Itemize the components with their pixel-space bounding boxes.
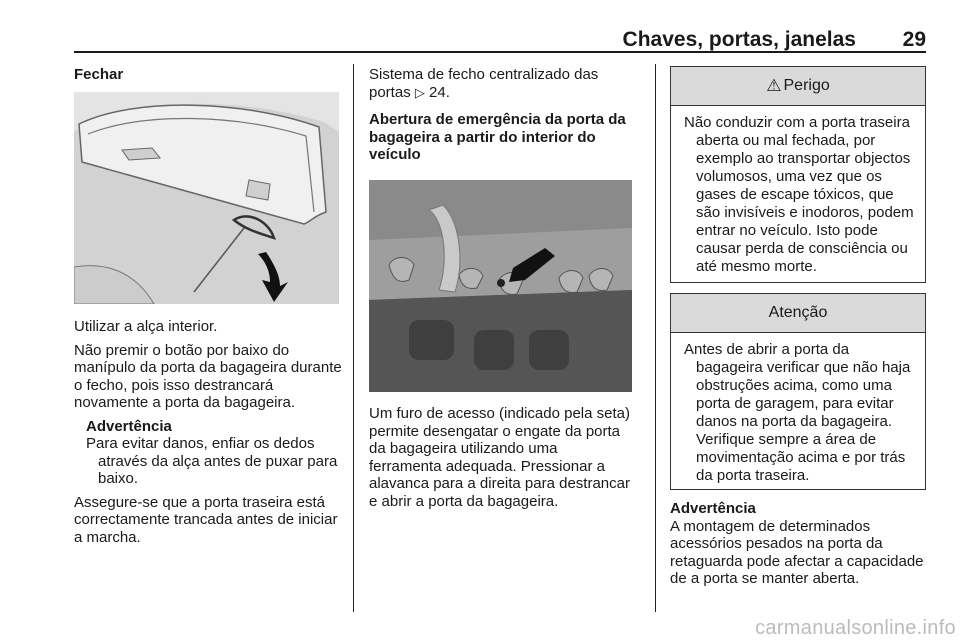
column-3-note [670,500,926,588]
column-divider-1 [353,64,354,612]
caution-box [670,293,926,490]
watermark: carmanualsonline.info [755,617,956,639]
caution-text: Antes de abrir a porta da bagageira verificar que não haja obstruções acima, como uma porta de garagem, para evitar danos na porta da bagageira. Verifique sempre a área de movimentação acima e por trás da porta traseira. [684,341,911,484]
column-divider-2 [655,64,656,612]
danger-body [671,106,925,276]
caution-body [671,333,925,485]
header-rule [74,51,926,53]
paragraph-use-handle: Utilizar a alça interior. [74,318,218,335]
note-text-1: Para evitar danos, enfiar os dedos através da alça antes de puxar para baixo. [86,435,338,487]
note-text-2: A montagem de determinados acessórios pesados na porta da retaguarda pode afectar a capacidade de a porta se manter aberta. [670,517,924,587]
warning-triangle-icon: ⚠ [766,76,782,95]
note-title-1: Advertência [86,417,172,435]
note-block-1 [74,418,342,488]
danger-header [671,67,925,106]
page-reference-icon: ▷ [414,84,425,100]
column-2 [369,66,634,172]
paragraph-do-not-press: Não premir o botão por baixo do manípulo da porta da bagageira durante o fecho, pois isso destrancará novamente a porta da bagageira. [74,341,342,411]
section-title: Chaves, portas, janelas [622,28,856,51]
danger-box [670,66,926,283]
tailgate-closing-illustration [74,92,339,304]
note-title-2: Advertência [670,500,756,517]
column-1 [74,66,342,92]
access-hole-drawing [369,180,632,392]
paragraph-ensure-locked: Assegure-se que a porta traseira está correctamente trancada antes de iniciar a marcha. [74,493,338,546]
tailgate-closing-drawing [74,92,339,304]
column-2-text [369,405,634,516]
note-block-2 [670,500,926,588]
column-1-text [74,318,342,552]
central-locking-text: Sistema de fecho centralizado das portas [369,66,599,101]
caution-header [671,294,925,333]
heading-fechar: Fechar [74,66,124,83]
danger-title: Perigo [783,77,830,94]
paragraph-access-hole: Um furo de acesso (indicado pela seta) permite desengatar o engate da porta da bagageira utilizando uma ferramenta adequada. Pressionar a alavanca para a direita para destrancar e abrir a porta da bagageira. [369,405,630,510]
access-hole-photo [369,180,632,392]
danger-text: Não conduzir com a porta traseira aberta ou mal fechada, por exemplo ao transportar objectos volumosos, uma vez que os gases de escape tóxicos, que são invisíveis e inodoros, podem entrar no veículo. Isto pode causar perda de consciência ou até mesmo morte. [684,114,914,275]
heading-emergency-opening: Abertura de emergência da porta da bagageira a partir do interior do veículo [369,111,626,163]
caution-title: Atenção [768,304,828,321]
paragraph-central-locking [369,66,634,101]
page-number: 29 [902,28,926,51]
central-locking-page-ref[interactable]: 24. [429,83,450,101]
